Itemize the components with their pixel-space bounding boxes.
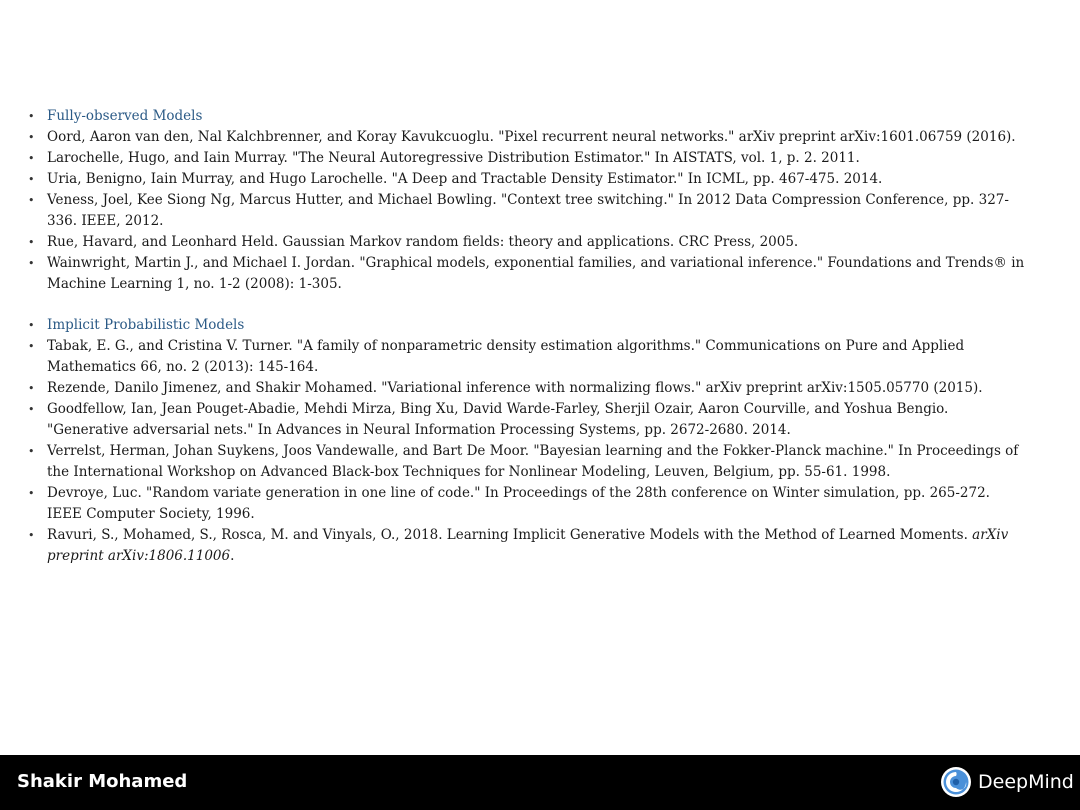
bullet-icon: • <box>28 487 35 500</box>
references-content <box>28 106 1028 567</box>
bullet-icon: • <box>28 257 35 270</box>
reference-text: Wainwright, Martin J., and Michael I. Jordan. "Graphical models, exponential families, and variational inference." Foundations and Trends® in Machine Learning 1, no. 1-2 (2008): 1-305. <box>47 255 1025 292</box>
bullet-icon: • <box>28 445 35 458</box>
reference-item <box>28 169 1028 190</box>
section-heading-text: Fully-observed Models <box>47 108 203 124</box>
deepmind-logo-text: DeepMind <box>978 771 1074 793</box>
reference-text: Veness, Joel, Kee Siong Ng, Marcus Hutter, and Michael Bowling. "Context tree switching." In 2012 Data Compression Conference, pp. 327-336. IEEE, 2012. <box>47 192 1009 229</box>
reference-text: Rue, Havard, and Leonhard Held. Gaussian Markov random fields: theory and applications. CRC Press, 2005. <box>47 234 799 250</box>
reference-text: Uria, Benigno, Iain Murray, and Hugo Larochelle. "A Deep and Tractable Density Estimator." In ICML, pp. 467-475. 2014. <box>47 171 883 187</box>
reference-text: Verrelst, Herman, Johan Suykens, Joos Vandewalle, and Bart De Moor. "Bayesian learning and the Fokker-Planck machine." In Proceedings of the International Workshop on Advanced Black-box Techniques for Nonlinear Modeling, Leuven, Belgium, pp. 55-61. 1998. <box>47 443 1019 480</box>
reference-text: Larochelle, Hugo, and Iain Murray. "The Neural Autoregressive Distribution Estimator." In AISTATS, vol. 1, p. 2. 2011. <box>47 150 860 166</box>
bullet-icon: • <box>28 403 35 416</box>
bullet-icon: • <box>28 236 35 249</box>
reference-item <box>28 483 1028 525</box>
reference-item <box>28 336 1028 378</box>
reference-text <box>47 525 1028 567</box>
reference-text: Tabak, E. G., and Cristina V. Turner. "A family of nonparametric density estimation algorithms." Communications on Pure and Applied Mathematics 66, no. 2 (2013): 145-164. <box>47 338 965 375</box>
reference-item <box>28 190 1028 232</box>
section-heading <box>28 315 1028 336</box>
deepmind-logo <box>940 766 1074 798</box>
section-heading <box>28 106 1028 127</box>
section-heading-text: Implicit Probabilistic Models <box>47 317 245 333</box>
reference-item <box>28 127 1028 148</box>
reference-item <box>28 253 1028 295</box>
reference-text: Devroye, Luc. "Random variate generation in one line of code." In Proceedings of the 28th conference on Winter simulation, pp. 265-272. IEEE Computer Society, 1996. <box>47 485 990 522</box>
section-fully-observed <box>28 106 1028 295</box>
reference-item <box>28 525 1028 567</box>
bullet-icon: • <box>28 382 35 395</box>
bullet-icon: • <box>28 173 35 186</box>
reference-item <box>28 441 1028 483</box>
reference-text: Oord, Aaron van den, Nal Kalchbrenner, and Koray Kavukcuoglu. "Pixel recurrent neural networks." arXiv preprint arXiv:1601.06759 (2016). <box>47 129 1016 145</box>
bullet-icon: • <box>28 110 35 123</box>
reference-item <box>28 148 1028 169</box>
reference-item <box>28 399 1028 441</box>
bullet-icon: • <box>28 529 35 542</box>
footer-bar <box>0 755 1080 810</box>
reference-end-text: . <box>230 548 235 564</box>
bullet-icon: • <box>28 131 35 144</box>
reference-item <box>28 378 1028 399</box>
bullet-icon: • <box>28 319 35 332</box>
presenter-name: Shakir Mohamed <box>17 771 188 792</box>
bullet-icon: • <box>28 340 35 353</box>
reference-item <box>28 232 1028 253</box>
reference-text: Rezende, Danilo Jimenez, and Shakir Mohamed. "Variational inference with normalizing flows." arXiv preprint arXiv:1505.05770 (2015). <box>47 380 983 396</box>
reference-text: Goodfellow, Ian, Jean Pouget-Abadie, Mehdi Mirza, Bing Xu, David Warde-Farley, Sherjil Ozair, Aaron Courville, and Yoshua Bengio. "Generative adversarial nets." In Advances in Neural Information Processing Systems, pp. 2672-2680. 2014. <box>47 401 949 438</box>
deepmind-logo-icon <box>940 766 972 798</box>
bullet-icon: • <box>28 194 35 207</box>
section-implicit-probabilistic <box>28 315 1028 567</box>
reference-italic-text: arXiv preprint arXiv:1806.11006 <box>47 527 1009 564</box>
reference-plain-text: Ravuri, S., Mohamed, S., Rosca, M. and Vinyals, O., 2018. Learning Implicit Generative Models with the Method of Learned Moments. <box>47 527 973 543</box>
bullet-icon: • <box>28 152 35 165</box>
